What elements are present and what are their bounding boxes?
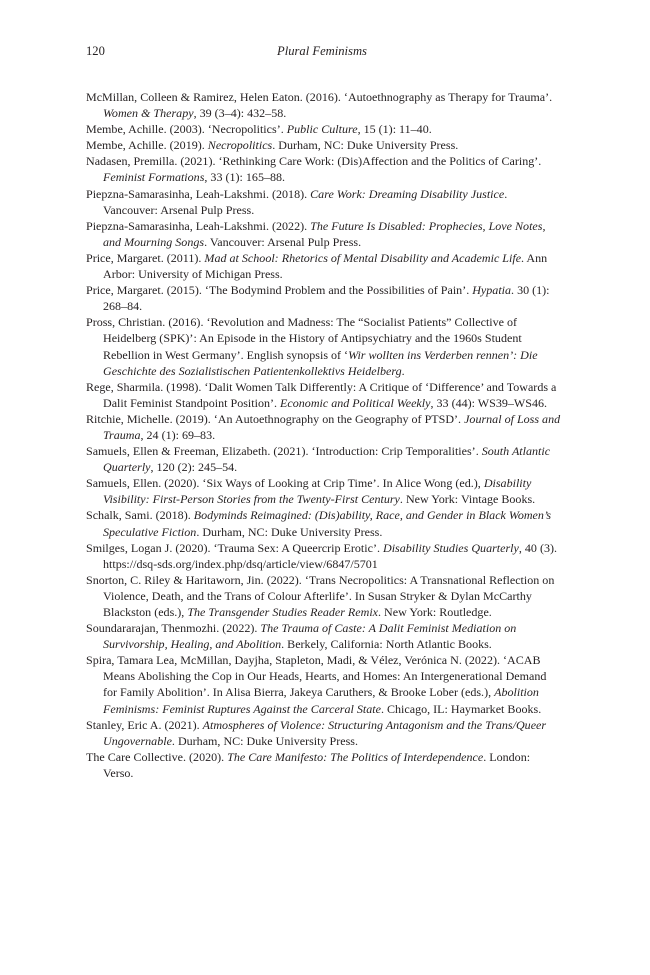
reference-entry: [86, 620, 562, 652]
reference-text: Soundararajan, Thenmozhi. (2022).: [86, 621, 261, 636]
reference-text: . New York: Routledge.: [378, 605, 492, 619]
reference-entry: [86, 540, 562, 572]
reference-entry: [86, 314, 562, 378]
reference-entry: [86, 89, 562, 121]
reference-text: Samuels, Ellen & Freeman, Elizabeth. (2021). ‘Introduction: Crip Temporalities’.: [86, 444, 482, 459]
reference-title-italic: Hypatia: [472, 283, 512, 298]
reference-text: Membe, Achille. (2019).: [86, 138, 208, 153]
reference-text: Price, Margaret. (2015). ‘The Bodymind Problem and the Possibilities of Pain’.: [86, 283, 473, 298]
reference-text: . Durham, NC: Duke University Press.: [171, 733, 358, 748]
reference-text: . Vancouver: Arsenal Pulp Press.: [204, 234, 362, 249]
reference-title-italic: The Trauma of Caste: A Dalit Feminist Mediation on Survivorship, Healing, and Abolition: [103, 621, 517, 652]
reference-entry: [86, 186, 562, 218]
reference-text: .: [401, 363, 405, 378]
running-title: Plural Feminisms: [277, 44, 367, 58]
reference-text: Piepzna-Samarasinha, Leah-Lakshmi. (2022).: [86, 218, 311, 233]
reference-entry: [86, 652, 562, 716]
reference-title-italic: The Future Is Disabled: Prophecies, Love Notes, and Mourning Songs: [103, 218, 546, 249]
reference-entry: [86, 250, 562, 282]
reference-title-italic: Care Work: Dreaming Disability Justice: [310, 186, 505, 201]
reference-text: , 33 (44): WS39–WS46.: [430, 395, 548, 410]
reference-title-italic: Disability Studies Quarterly: [383, 540, 519, 555]
reference-text: Membe, Achille. (2003). ‘Necropolitics’.: [86, 122, 287, 137]
reference-text: , 33 (1): 165–88.: [204, 170, 286, 185]
reference-text: . Vancouver: Arsenal Pulp Press.: [103, 186, 508, 217]
reference-entry: [86, 572, 562, 620]
reference-title-italic: Economic and Political Weekly: [280, 395, 431, 410]
reference-entry: [86, 411, 562, 443]
reference-title-italic: Women & Therapy: [103, 106, 194, 121]
reference-text: Piepzna-Samarasinha, Leah-Lakshmi. (2018).: [86, 186, 311, 201]
reference-text: Snorton, C. Riley & Haritaworn, Jin. (2022). ‘Trans Necropolitics: A Transnational Reflection on Violence, Death, and the Trans of Colour Afterlife’. In Susan Stryker & Dylan McCarthy Blackston (eds.),: [86, 572, 555, 619]
reference-title-italic: Wir wollten ins Verderben rennen’: Die Geschichte des Sozialistischen Patientenkollektivs Heidelberg: [103, 347, 538, 378]
reference-list: [86, 89, 562, 781]
reference-text: . London: Verso.: [103, 749, 531, 780]
reference-text: Ritchie, Michelle. (2019). ‘An Autoethnography on the Geography of PTSD’.: [86, 411, 465, 426]
reference-title-italic: Disability Visibility: First-Person Stories from the Twenty-First Century: [103, 476, 532, 507]
reference-text: Smilges, Logan J. (2020). ‘Trauma Sex: A Queercrip Erotic’.: [86, 540, 383, 555]
reference-entry: [86, 475, 562, 507]
reference-title-italic: The Transgender Studies Reader Remix: [187, 605, 379, 619]
reference-title-italic: Bodyminds Reimagined: (Dis)ability, Race, and Gender in Black Women’s Speculative Fiction: [103, 508, 552, 539]
reference-text: . Berkely, California: North Atlantic Books.: [281, 637, 492, 652]
reference-text: Samuels, Ellen. (2020). ‘Six Ways of Looking at Crip Time’. In Alice Wong (ed.),: [86, 476, 484, 491]
reference-title-italic: Mad at School: Rhetorics of Mental Disability and Academic Life: [204, 250, 522, 265]
reference-text: , 120 (2): 245–54.: [150, 460, 238, 475]
reference-text: Schalk, Sami. (2018).: [86, 508, 194, 523]
reference-text: . Chicago, IL: Haymarket Books.: [380, 701, 542, 716]
reference-title-italic: Necropolitics: [207, 138, 273, 153]
reference-title-italic: Feminist Formations: [103, 170, 205, 185]
reference-text: Nadasen, Premilla. (2021). ‘Rethinking Care Work: (Dis)Affection and the Politics of Caring’.: [86, 154, 542, 169]
reference-text: . New York: Vintage Books.: [399, 492, 536, 507]
reference-text: , 40 (3). https://dsq-sds.org/index.php/dsq/article/view/6847/5701: [103, 540, 557, 571]
reference-entry: [86, 121, 562, 137]
reference-entry: [86, 379, 562, 411]
reference-title-italic: Public Culture: [286, 122, 358, 137]
reference-title-italic: Atmospheres of Violence: Structuring Antagonism and the Trans/Queer Ungovernable: [103, 717, 547, 748]
reference-entry: [86, 153, 562, 185]
reference-text: , 15 (1): 11–40.: [357, 122, 432, 137]
reference-text: , 39 (3–4): 432–58.: [193, 106, 287, 121]
reference-text: Price, Margaret. (2011).: [86, 250, 205, 265]
reference-text: . Durham, NC: Duke University Press.: [272, 138, 459, 153]
reference-title-italic: Abolition Feminisms: Feminist Ruptures Against the Carceral State: [103, 685, 539, 716]
reference-entry: [86, 717, 562, 749]
reference-text: Spira, Tamara Lea, McMillan, Dayjha, Stapleton, Madi, & Vélez, Verónica N. (2022). ‘ACAB Means Abolishing the Cop in Our Heads, Hearts, and Homes: An Intergenerational Demand for Family Abolition’. In Alisa Bierra, Jakeya Caruthers, & Brooke Lober (eds.),: [86, 653, 547, 700]
reference-entry: [86, 282, 562, 314]
reference-entry: [86, 507, 562, 539]
reference-text: The Care Collective. (2020).: [86, 749, 228, 764]
reference-text: Pross, Christian. (2016). ‘Revolution and Madness: The “Socialist Patients” Collective of Heidelberg (SPK)’: An Episode in the History of Antipsychiatry and the 1960s Student Rebellion in West Germany’. English synopsis of ‘: [86, 315, 522, 362]
reference-title-italic: South Atlantic Quarterly: [103, 444, 551, 475]
reference-text: , 24 (1): 69–83.: [140, 427, 216, 442]
reference-text: Stanley, Eric A. (2021).: [86, 717, 203, 732]
page-header: [86, 44, 558, 64]
reference-title-italic: Journal of Loss and Trauma: [103, 411, 561, 442]
reference-text: . 30 (1): 268–84.: [103, 283, 550, 314]
reference-entry: [86, 749, 562, 781]
reference-text: . Durham, NC: Duke University Press.: [196, 524, 383, 539]
reference-text: . Ann Arbor: University of Michigan Press.: [103, 250, 548, 282]
reference-entry: [86, 443, 562, 475]
reference-text: Rege, Sharmila. (1998). ‘Dalit Women Talk Differently: A Critique of ‘Difference’ and Towards a Dalit Feminist Standpoint Position’.: [86, 379, 557, 410]
reference-text: McMillan, Colleen & Ramirez, Helen Eaton. (2016). ‘Autoethnography as Therapy for Trauma’.: [86, 90, 553, 104]
reference-entry: [86, 137, 562, 153]
reference-entry: [86, 218, 562, 250]
page-number: 120: [86, 44, 105, 58]
reference-title-italic: The Care Manifesto: The Politics of Interdependence: [227, 749, 484, 764]
